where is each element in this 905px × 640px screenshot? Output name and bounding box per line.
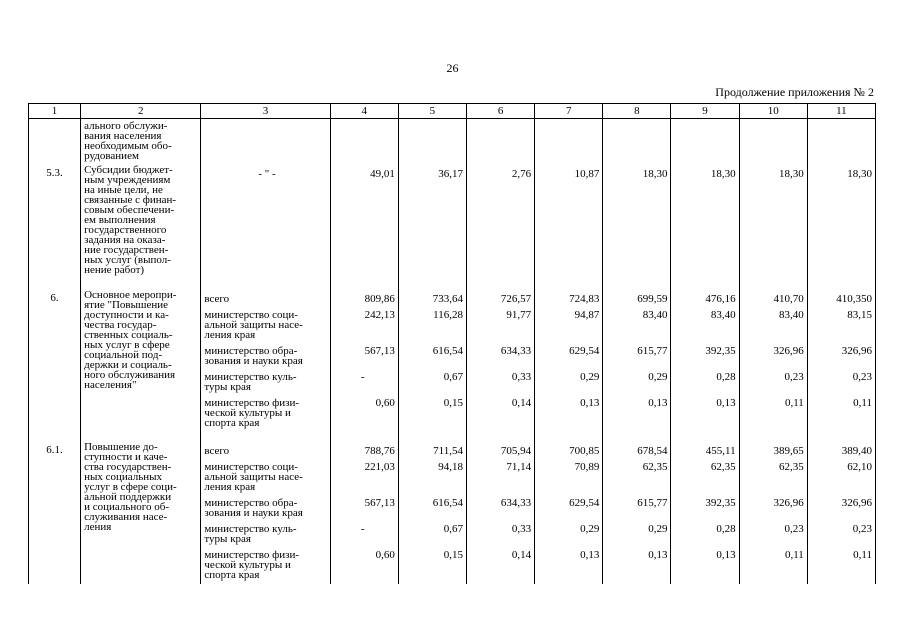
activity-name-line: ственных социаль-: [84, 329, 173, 341]
value: 0,29: [648, 523, 668, 535]
value-cell: [330, 288, 398, 440]
row-number: 6.1.: [46, 444, 63, 456]
recipient-line: министерство физи-: [204, 549, 300, 561]
activity-name-line: на иные цели, не: [84, 184, 163, 196]
value: 0,14: [511, 549, 532, 561]
value: 326,96: [773, 345, 804, 357]
activity-name-line: ного обслуживания: [84, 369, 176, 381]
value-cell: [535, 119, 603, 164]
activity-name-cell: [81, 119, 201, 164]
value-cell: [807, 163, 875, 288]
value: 0,11: [853, 397, 872, 409]
value: 326,96: [773, 497, 804, 509]
activity-name-line: ального обслужи-: [84, 120, 168, 132]
activity-name-line: ных услуг (выпол-: [84, 254, 171, 266]
activity-name-line: альной поддержки: [84, 491, 172, 503]
value: 70,89: [574, 461, 600, 473]
value-cell: [807, 119, 875, 164]
value: 476,16: [705, 293, 736, 305]
value: -: [360, 523, 365, 535]
row-number-cell: [29, 163, 81, 288]
activity-name-line: необходимым обо-: [84, 140, 172, 152]
header-cell: 7: [535, 104, 603, 119]
value: 94,87: [574, 309, 600, 321]
header-cell: 8: [603, 104, 671, 119]
recipient-line: туры края: [204, 533, 251, 545]
value: 0,23: [784, 523, 804, 535]
value: 0,60: [375, 549, 395, 561]
value-cell: [330, 163, 398, 288]
value-cell: [467, 163, 535, 288]
value: 62,35: [779, 461, 804, 473]
value: 0,15: [443, 549, 463, 561]
recipient-block: [204, 446, 329, 462]
value: 326,96: [841, 345, 872, 357]
activity-name-line: ных социальных: [84, 471, 163, 483]
activity-name-cell: [81, 288, 201, 440]
value: 91,77: [506, 309, 532, 321]
value-cell: [603, 119, 671, 164]
recipient-block: [204, 294, 329, 310]
value: 0,13: [648, 397, 668, 409]
recipient-line: министерство соци-: [204, 461, 298, 473]
table-row: [29, 119, 876, 164]
value: 0,33: [511, 371, 532, 383]
value: 0,28: [716, 523, 736, 535]
value: 455,11: [705, 445, 736, 457]
header-cell: 2: [81, 104, 201, 119]
value-cell: [807, 288, 875, 440]
value: 62,35: [710, 461, 736, 473]
row-number: 6.: [50, 292, 59, 304]
value: 0,67: [443, 523, 463, 535]
activity-name-line: вания населения: [84, 130, 162, 142]
value-cell: [671, 288, 739, 440]
value-cell: [739, 440, 807, 584]
value-cell: [398, 119, 466, 164]
value: 0,60: [375, 397, 395, 409]
recipient-line: туры края: [204, 381, 251, 393]
activity-name-line: ние государствен-: [84, 244, 169, 256]
value: 0,29: [580, 523, 600, 535]
value-cell: [330, 440, 398, 584]
value: 678,54: [637, 445, 668, 457]
value: 0,14: [511, 397, 532, 409]
value-cell: [535, 163, 603, 288]
recipient-line: министерство обра-: [204, 345, 298, 357]
recipient-line: альной защиты насе-: [204, 471, 303, 483]
activity-name-line: доступности и ка-: [84, 309, 169, 321]
activity-name-line: Субсидии бюджет-: [84, 164, 173, 176]
value-cell: [467, 119, 535, 164]
recipient-cell: [201, 440, 330, 584]
activity-name-line: услуг в сфере соци-: [84, 481, 177, 493]
activity-name-line: нение работ): [84, 264, 145, 276]
value: 62,10: [847, 461, 872, 473]
continuation-label: Продолжение приложения № 2: [715, 85, 874, 99]
value-cell: [467, 288, 535, 440]
activity-name-line: совым обеспечени-: [84, 204, 175, 216]
activity-name-line: чества государ-: [84, 319, 157, 331]
activity-name-line: ным учреждениям: [84, 174, 171, 186]
value-cell: [603, 440, 671, 584]
value: 616,54: [432, 345, 463, 357]
recipient-block: [204, 462, 329, 498]
value: 410,350: [836, 293, 872, 305]
value: 71,14: [506, 461, 532, 473]
activity-name-line: ства государствен-: [84, 461, 172, 473]
recipient-cell: [201, 163, 330, 288]
activity-name-line: связанные с финан-: [84, 194, 177, 206]
value-cell: [739, 119, 807, 164]
value: 0,13: [716, 397, 736, 409]
page-number: 26: [446, 61, 459, 75]
recipient-line: зования и науки края: [204, 355, 303, 367]
header-row: [29, 104, 876, 119]
activity-name-line: и социального об-: [84, 501, 170, 513]
value: 0,11: [853, 549, 872, 561]
value-cell: [807, 440, 875, 584]
value: 116,28: [433, 309, 463, 321]
value: 733,64: [432, 293, 463, 305]
recipient-line: спорта края: [204, 569, 260, 581]
activity-name-line: ступности и каче-: [84, 451, 168, 463]
value: 0,13: [580, 549, 600, 561]
table-row: [29, 288, 876, 440]
activity-name-line: населения": [84, 379, 137, 391]
recipient-line: ления края: [204, 481, 256, 493]
value: 700,85: [569, 445, 600, 457]
value: 0,23: [784, 371, 804, 383]
table-row: [29, 440, 876, 584]
value: 221,03: [364, 461, 395, 473]
recipient-line: министерство соци-: [204, 309, 298, 321]
value: 83,40: [779, 309, 804, 321]
recipient-line: министерство обра-: [204, 497, 298, 509]
value-cell: [330, 119, 398, 164]
recipient-line: ления края: [204, 329, 256, 341]
header-cell: 11: [807, 104, 875, 119]
recipient-block: [204, 310, 329, 346]
header-cell: 9: [671, 104, 739, 119]
header-cell: 4: [330, 104, 398, 119]
value: 18,30: [710, 168, 736, 180]
value: 242,13: [364, 309, 395, 321]
value-cell: [398, 163, 466, 288]
value-cell: [603, 288, 671, 440]
value: 389,65: [773, 445, 804, 457]
value: 629,54: [569, 497, 600, 509]
value: 634,33: [500, 497, 532, 509]
value: 62,35: [642, 461, 668, 473]
header-cell: 10: [739, 104, 807, 119]
value: 0,33: [511, 523, 532, 535]
recipient-line: ческой культуры и: [204, 407, 291, 419]
recipient-block: [204, 372, 329, 398]
activity-name-cell: [81, 440, 201, 584]
value: 616,54: [432, 497, 463, 509]
value-cell: [398, 288, 466, 440]
value: 705,94: [500, 445, 532, 457]
value: 629,54: [569, 345, 600, 357]
value-cell: [671, 440, 739, 584]
value: 83,15: [847, 309, 872, 321]
value: 389,40: [841, 445, 872, 457]
recipient-line: министерство куль-: [204, 523, 297, 535]
value: 2,76: [511, 168, 532, 180]
activity-name-line: рудованием: [84, 150, 139, 162]
value: 83,40: [642, 309, 668, 321]
value: 0,23: [852, 523, 872, 535]
value: 36,17: [438, 168, 463, 180]
activity-name-line: служивания насе-: [84, 511, 168, 523]
value: 0,13: [648, 549, 668, 561]
value: 392,35: [705, 345, 736, 357]
value: 634,33: [500, 345, 532, 357]
recipient-block: [204, 169, 329, 179]
header-cell: 5: [398, 104, 466, 119]
activity-name-line: держки и социаль-: [84, 359, 172, 371]
row-number: 5.3.: [46, 167, 63, 179]
activity-name-line: ных услуг в сфере: [84, 339, 170, 351]
value: 567,13: [364, 497, 395, 509]
value: 615,77: [637, 345, 668, 357]
value: 724,83: [569, 293, 600, 305]
activity-name-line: Повышение до-: [84, 441, 158, 453]
value-cell: [603, 163, 671, 288]
activity-name-cell: [81, 163, 201, 288]
value-cell: [739, 163, 807, 288]
activity-name-line: ления: [84, 521, 112, 533]
recipient-line: всего: [204, 445, 230, 457]
value: 0,28: [716, 371, 736, 383]
table-body: [29, 119, 876, 585]
value: 788,76: [364, 445, 395, 457]
row-number-cell: [29, 440, 81, 584]
recipient-line: министерство куль-: [204, 371, 297, 383]
recipient-line: ческой культуры и: [204, 559, 291, 571]
recipient-block: [204, 398, 329, 428]
value: 699,59: [637, 293, 668, 305]
value-cell: [671, 119, 739, 164]
header-cell: 6: [467, 104, 535, 119]
value-cell: [398, 440, 466, 584]
recipient-block: [204, 524, 329, 550]
recipient-line: спорта края: [204, 417, 260, 429]
value: 18,30: [847, 168, 872, 180]
recipient-line: альной защиты насе-: [204, 319, 303, 331]
value: 0,29: [648, 371, 668, 383]
row-number-cell: [29, 288, 81, 440]
value: 94,18: [438, 461, 463, 473]
recipient-line: всего: [204, 293, 230, 305]
value: 0,67: [443, 371, 463, 383]
header-cell: 1: [29, 104, 81, 119]
header-cell: 3: [201, 104, 330, 119]
recipient-block: [204, 346, 329, 372]
value: 615,77: [637, 497, 668, 509]
value: 0,11: [784, 397, 804, 409]
value-cell: [671, 163, 739, 288]
recipient-block: [204, 498, 329, 524]
value-cell: [535, 288, 603, 440]
activity-name-line: государственного: [84, 224, 167, 236]
value-cell: [739, 288, 807, 440]
value: 0,15: [443, 397, 463, 409]
recipient-cell: [201, 288, 330, 440]
row-number-cell: [29, 119, 81, 164]
value: 410,70: [773, 293, 804, 305]
value: 0,13: [580, 397, 600, 409]
value-cell: [535, 440, 603, 584]
activity-name-line: ем выполнения: [84, 214, 156, 226]
recipient-block: [204, 550, 329, 580]
value: 18,30: [779, 168, 804, 180]
recipient-line: министерство физи-: [204, 397, 300, 409]
value: 809,86: [364, 293, 395, 305]
value: 0,23: [852, 371, 872, 383]
value: 18,30: [642, 168, 668, 180]
table-row: [29, 163, 876, 288]
value: 10,87: [574, 168, 600, 180]
recipient-line: зования и науки края: [204, 507, 303, 519]
activity-name-line: Основное меропри-: [84, 289, 177, 301]
value: 326,96: [841, 497, 872, 509]
recipient-cell: [201, 119, 330, 164]
value: 726,57: [500, 293, 532, 305]
value: 0,11: [784, 549, 804, 561]
value: 567,13: [364, 345, 395, 357]
value: 0,29: [580, 371, 600, 383]
value-cell: [467, 440, 535, 584]
value: 49,01: [370, 168, 395, 180]
activity-name-line: задания на оказа-: [84, 234, 166, 246]
activity-name-line: социальной под-: [84, 349, 163, 361]
value: -: [360, 371, 365, 383]
value: 392,35: [705, 497, 736, 509]
activity-name-line: ятие "Повышение: [84, 299, 169, 311]
recipient-line: - " -: [258, 168, 276, 180]
value: 711,54: [433, 445, 463, 457]
value: 0,13: [716, 549, 736, 561]
value: 83,40: [710, 309, 736, 321]
budget-table: [28, 103, 876, 584]
